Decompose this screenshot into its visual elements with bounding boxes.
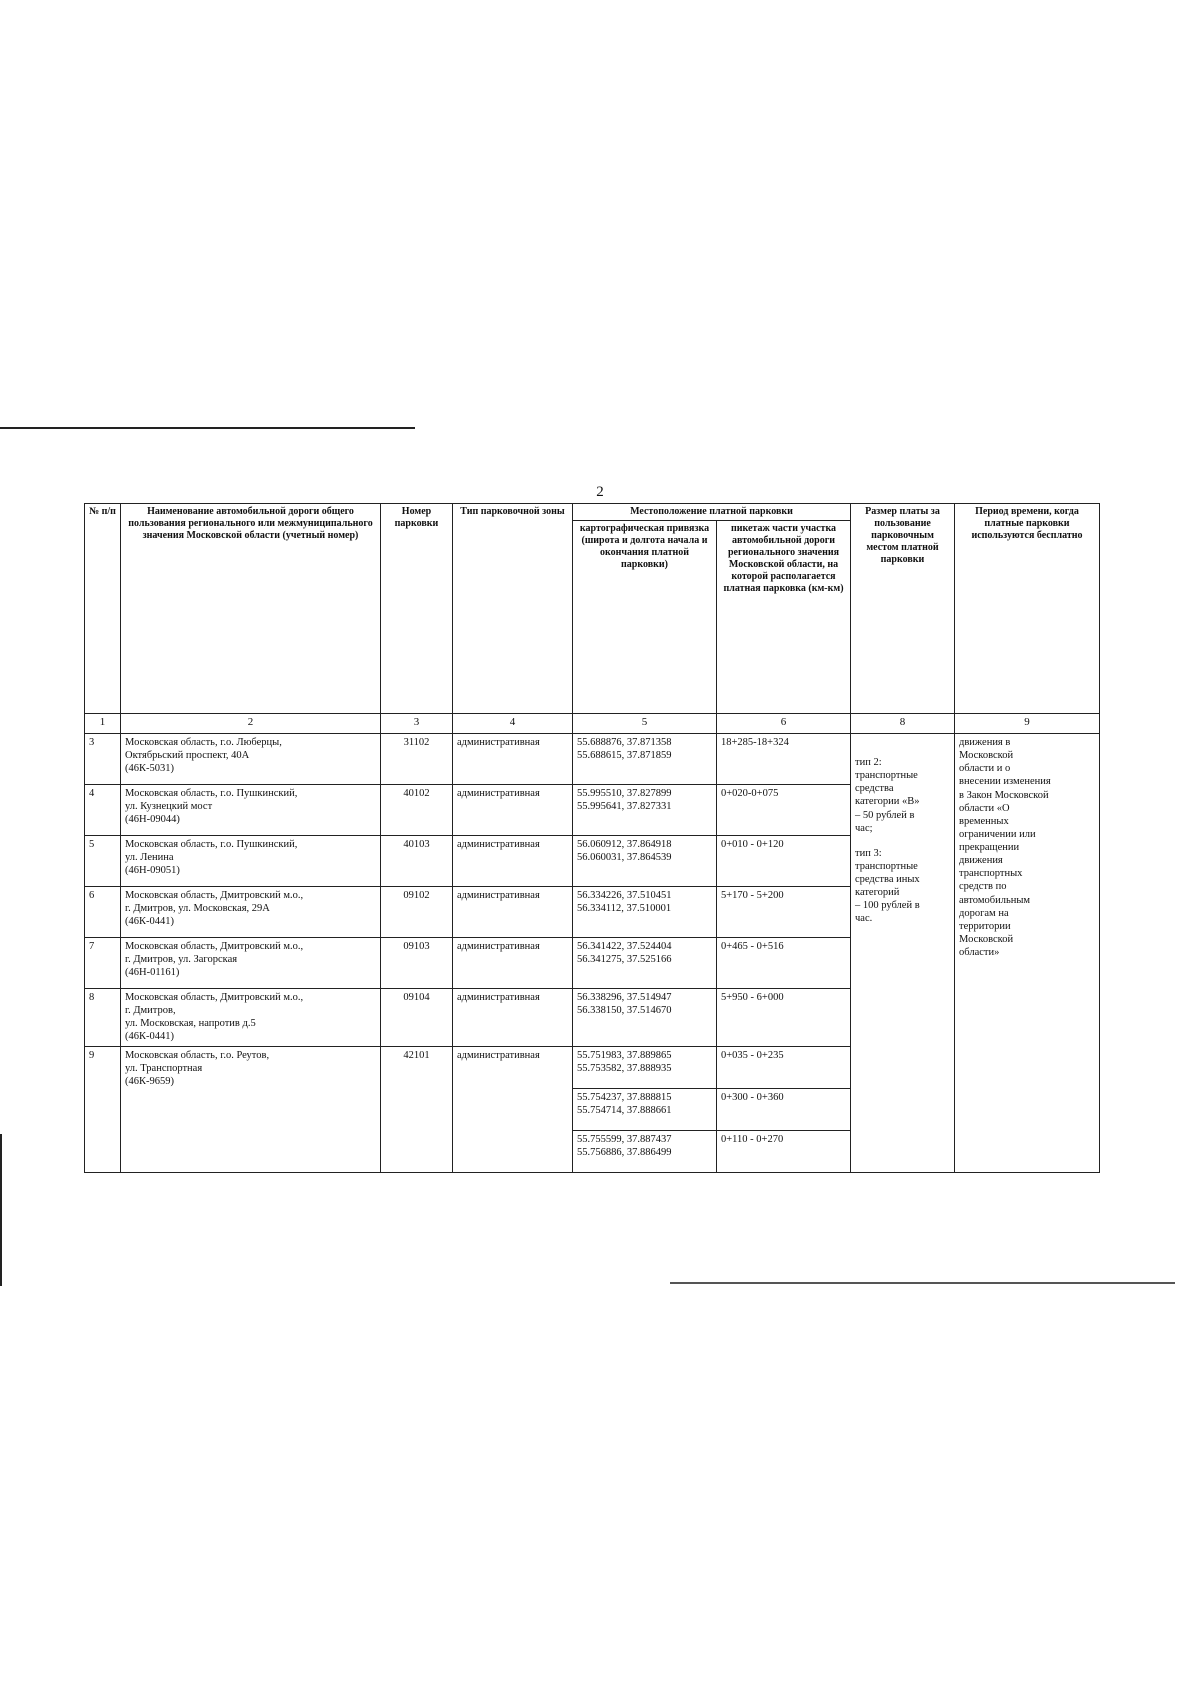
fee-line: тип 3: <box>855 847 882 859</box>
column-number: 1 <box>85 714 121 734</box>
road-name <box>121 938 381 989</box>
coord-start: 55.751983, 37.889865 <box>577 1049 672 1061</box>
coord-end: 55.754714, 37.888661 <box>577 1104 672 1116</box>
coordinates <box>573 734 717 785</box>
bottom-right-rule <box>670 1282 1175 1284</box>
column-number: 2 <box>121 714 381 734</box>
column-number: 8 <box>851 714 955 734</box>
road-line: Московская область, г.о. Пушкинский, <box>125 839 298 850</box>
fee-line: средства <box>855 783 894 795</box>
road-line: Московская область, Дмитровский м.о., <box>125 992 304 1003</box>
road-line: Октябрьский проспект, 40А <box>125 750 250 762</box>
picket: 5+950 - 6+000 <box>717 989 851 1047</box>
free-period-line: ограничении или <box>959 828 1036 840</box>
free-period-line: в Закон Московской <box>959 789 1049 801</box>
road-line: (46Н-09044) <box>125 814 180 826</box>
zone-type: административная <box>453 989 573 1047</box>
fee-line: категорий <box>855 887 900 899</box>
free-period-line: Московской <box>959 933 1014 945</box>
parking-number: 09102 <box>381 887 453 938</box>
road-line: г. Дмитров, ул. Московская, 29А <box>125 903 270 915</box>
coord-start: 55.688876, 37.871358 <box>577 737 672 748</box>
coordinates <box>573 1130 717 1172</box>
column-number: 9 <box>955 714 1100 734</box>
column-number: 6 <box>717 714 851 734</box>
coord-end: 55.753582, 37.888935 <box>577 1062 672 1074</box>
road-line: (46Н-01161) <box>125 967 180 979</box>
fee-line: час. <box>855 913 873 925</box>
free-period-line: области «О <box>959 802 1010 814</box>
fee-spacer <box>855 835 950 847</box>
fee-line: средства иных <box>855 874 920 885</box>
header-col-3: Номер парковки <box>381 504 453 714</box>
free-period-line: прекращении <box>959 842 1020 853</box>
header-row-1 <box>85 504 1100 521</box>
parking-number: 40103 <box>381 836 453 887</box>
road-line: (46Н-09051) <box>125 865 180 877</box>
coord-end: 56.341275, 37.525166 <box>577 954 672 966</box>
row-number: 3 <box>85 734 121 785</box>
road-line: г. Дмитров, ул. Загорская <box>125 954 238 966</box>
coord-end: 56.334112, 37.510001 <box>577 903 672 915</box>
table-body <box>85 734 1100 1173</box>
header-col-8: Размер платы за пользование парковочным местом платной парковки <box>851 504 955 714</box>
road-name <box>121 836 381 887</box>
zone-type: административная <box>453 887 573 938</box>
road-name <box>121 785 381 836</box>
fee-line: тип 2: <box>855 757 882 768</box>
road-line: ул. Транспортная <box>125 1062 203 1074</box>
free-period-line: транспортных <box>959 868 1023 880</box>
road-line: (46К-9659) <box>125 1075 174 1087</box>
coord-start: 56.338296, 37.514947 <box>577 992 672 1003</box>
road-line: ул. Ленина <box>125 852 174 864</box>
free-period-line: временных <box>959 815 1009 827</box>
coordinates <box>573 836 717 887</box>
coord-end: 56.060031, 37.864539 <box>577 852 672 864</box>
road-line: Московская область, г.о. Люберцы, <box>125 737 282 748</box>
free-period-line: территории <box>959 920 1011 932</box>
row-number: 7 <box>85 938 121 989</box>
coord-end: 55.756886, 37.886499 <box>577 1146 672 1158</box>
zone-type: административная <box>453 734 573 785</box>
picket: 0+020-0+075 <box>717 785 851 836</box>
header-col-5: картографическая привязка (широта и долгота начала и окончания платной парковки) <box>573 521 717 714</box>
parking-number: 40102 <box>381 785 453 836</box>
parking-number: 09103 <box>381 938 453 989</box>
road-line: Московская область, Дмитровский м.о., <box>125 941 304 952</box>
page-number: 2 <box>596 484 604 500</box>
picket: 0+300 - 0+360 <box>717 1088 851 1130</box>
road-line: (46К-0441) <box>125 1031 174 1043</box>
road-line: (46К-0441) <box>125 916 174 928</box>
road-name <box>121 887 381 938</box>
row-number: 8 <box>85 989 121 1047</box>
free-period-line: области и о <box>959 763 1011 775</box>
fee-line: – 50 рублей в <box>855 809 915 821</box>
road-line: ул. Московская, напротив д.5 <box>125 1018 256 1030</box>
free-period-line: Московской <box>959 750 1014 762</box>
column-number: 5 <box>573 714 717 734</box>
row-number: 6 <box>85 887 121 938</box>
table-row <box>85 734 1100 785</box>
coord-start: 56.341422, 37.524404 <box>577 941 672 952</box>
free-period-line: дорогам на <box>959 907 1009 919</box>
coord-start: 55.754237, 37.888815 <box>577 1091 672 1103</box>
free-period-line: средств по <box>959 881 1007 893</box>
column-number: 4 <box>453 714 573 734</box>
row-number: 5 <box>85 836 121 887</box>
coordinates <box>573 887 717 938</box>
zone-type: административная <box>453 1046 573 1172</box>
left-edge-rule <box>0 1134 2 1286</box>
coord-end: 55.688615, 37.871859 <box>577 750 672 762</box>
column-number: 3 <box>381 714 453 734</box>
free-period-line: внесении изменения <box>959 776 1051 788</box>
header-col-4: Тип парковочной зоны <box>453 504 573 714</box>
paid-parking-table <box>84 503 1100 1173</box>
road-line: ул. Кузнецкий мост <box>125 801 213 813</box>
parking-number: 42101 <box>381 1046 453 1172</box>
road-name <box>121 734 381 785</box>
free-period-cell <box>955 734 1100 1173</box>
header-col-2: Наименование автомобильной дороги общего пользования регионального или межмуниципального значения Московской области (учетный номер) <box>121 504 381 714</box>
zone-type: административная <box>453 785 573 836</box>
fee-line: транспортные <box>855 860 918 872</box>
fee-line: час; <box>855 822 873 834</box>
free-period-line: движения в <box>959 737 1011 748</box>
road-line: г. Дмитров, <box>125 1005 176 1017</box>
row-number: 9 <box>85 1046 121 1172</box>
header-col-9: Период времени, когда платные парковки используются бесплатно <box>955 504 1100 714</box>
coordinates <box>573 1046 717 1088</box>
fee-line: категории «В» <box>855 796 920 808</box>
free-period-line: области» <box>959 947 1000 958</box>
picket: 0+035 - 0+235 <box>717 1046 851 1088</box>
road-line: Московская область, г.о. Пушкинский, <box>125 788 298 799</box>
road-name <box>121 989 381 1047</box>
row-number: 4 <box>85 785 121 836</box>
free-period-line: движения <box>959 855 1003 867</box>
coordinates <box>573 938 717 989</box>
zone-type: административная <box>453 836 573 887</box>
parking-number: 31102 <box>381 734 453 785</box>
coord-end: 56.338150, 37.514670 <box>577 1005 672 1017</box>
coord-start: 55.755599, 37.887437 <box>577 1133 672 1145</box>
coordinates <box>573 989 717 1047</box>
picket: 0+010 - 0+120 <box>717 836 851 887</box>
coord-start: 56.334226, 37.510451 <box>577 890 672 901</box>
header-col-6: пикетаж части участка автомобильной дороги регионального значения Московской области, на которой располагается платная парковка (км-км) <box>717 521 851 714</box>
zone-type: административная <box>453 938 573 989</box>
picket: 0+110 - 0+270 <box>717 1130 851 1172</box>
header-col-1: № п/п <box>85 504 121 714</box>
fee-line: транспортные <box>855 770 918 782</box>
fee-cell <box>851 734 955 1173</box>
column-number-row <box>85 714 1100 734</box>
free-period-line: автомобильным <box>959 894 1031 906</box>
road-line: Московская область, г.о. Реутов, <box>125 1049 270 1061</box>
header-location-group: Местоположение платной парковки <box>573 504 851 521</box>
fee-line: – 100 рублей в <box>855 900 920 912</box>
coord-start: 55.995510, 37.827899 <box>577 788 672 799</box>
parking-number: 09104 <box>381 989 453 1047</box>
road-line: Московская область, Дмитровский м.о., <box>125 890 304 901</box>
picket: 0+465 - 0+516 <box>717 938 851 989</box>
picket: 5+170 - 5+200 <box>717 887 851 938</box>
coord-start: 56.060912, 37.864918 <box>577 839 672 850</box>
road-line: (46К-5031) <box>125 763 174 775</box>
coordinates <box>573 785 717 836</box>
picket: 18+285-18+324 <box>717 734 851 785</box>
road-name <box>121 1046 381 1172</box>
top-left-rule <box>0 427 415 429</box>
coord-end: 55.995641, 37.827331 <box>577 801 672 813</box>
coordinates <box>573 1088 717 1130</box>
